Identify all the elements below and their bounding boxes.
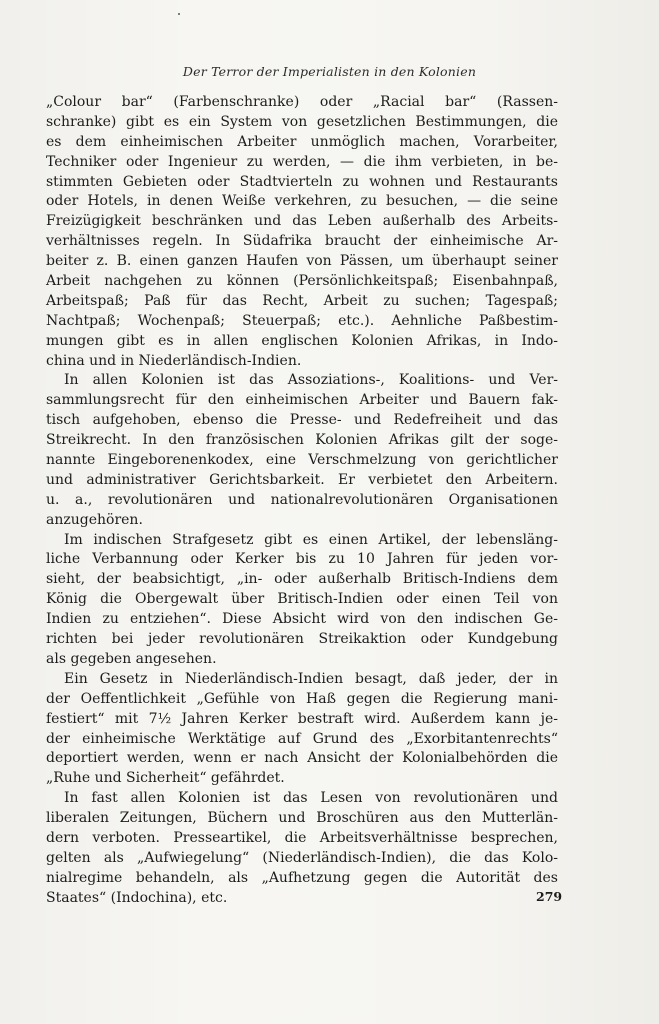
text-line: der einheimische Werktätige auf Grund des „Exorbitantenrechts“ [46, 730, 558, 747]
text-line: liberalen Zeitungen, Büchern und Broschüren aus den Mutterlän- [46, 810, 558, 827]
page-number: 279 [536, 889, 563, 904]
text-line: dern verboten. Presseartikel, die Arbeitsverhältnisse besprechen, [46, 829, 558, 846]
text-line: Arbeitspaß; Paß für das Recht, Arbeit zu suchen; Tagespaß; [46, 292, 558, 309]
text-line: deportiert werden, wenn er nach Ansicht der Kolonialbehörden die [46, 750, 558, 767]
text-line: verhältnisses regeln. In Südafrika braucht der einheimische Ar- [46, 233, 558, 250]
text-line: gelten als „Aufwiegelung“ (Niederländisch-Indien), die das Kolo- [46, 849, 558, 866]
text-line: und administrativer Gerichtsbarkeit. Er verbietet den Arbeitern. [46, 471, 558, 488]
text-line: „Colour bar“ (Farbenschranke) oder „Racial bar“ (Rassen- [46, 94, 558, 110]
text-line: beiter z. B. einen ganzen Haufen von Pässen, um überhaupt seiner [46, 253, 558, 270]
text-line: sieht, der beabsichtigt, „in- oder außerhalb Britisch-Indiens dem [46, 571, 558, 588]
text-line: Streikrecht. In den französischen Kolonien Afrikas gilt der soge- [46, 432, 558, 449]
text-line: als gegeben angesehen. [46, 650, 217, 667]
paragraph [46, 789, 558, 908]
text-line: Nachtpaß; Wochenpaß; Steuerpaß; etc.). Aehnliche Paßbestim- [46, 312, 558, 329]
text-line: Freizügigkeit beschränken und das Leben außerhalb des Arbeits- [46, 213, 558, 230]
text-line: liche Verbannung oder Kerker bis zu 10 Jahren für jeden vor- [46, 551, 558, 568]
paragraph [46, 531, 558, 670]
paragraph [46, 670, 558, 789]
text-line: Staates“ (Indochina), etc. [46, 889, 228, 906]
body-text [46, 93, 558, 909]
text-line: richten bei jeder revolutionären Streikaktion oder Kundgebung [46, 631, 558, 648]
text-line: mungen gibt es in allen englischen Kolonien Afrikas, in Indo- [46, 332, 558, 349]
text-line: stimmten Gebieten oder Stadtvierteln zu wohnen und Restaurants [46, 173, 558, 190]
text-line: festiert“ mit 7½ Jahren Kerker bestraft wird. Außerdem kann je- [46, 710, 558, 727]
text-line: nialregime behandeln, als „Aufhetzung gegen die Autorität des [46, 869, 558, 886]
running-head: Der Terror der Imperialisten in den Kolonien [182, 64, 477, 79]
paragraph [46, 93, 558, 371]
text-line: der Oeffentlichkeit „Gefühle von Haß gegen die Regierung mani- [46, 690, 558, 707]
text-line: Indien zu entziehen“. Diese Absicht wird von den indischen Ge- [46, 611, 558, 628]
text-line: es dem einheimischen Arbeiter unmöglich machen, Vorarbeiter, [46, 133, 558, 150]
ink-speck [178, 13, 180, 15]
text-line: u. a., revolutionären und nationalrevolutionären Organisationen [46, 491, 558, 508]
text-line: china und in Niederländisch-Indien. [46, 352, 302, 369]
text-line: anzugehören. [46, 511, 143, 528]
text-line: Techniker oder Ingenieur zu werden, — die ihm verbieten, in be- [46, 153, 558, 170]
text-line: „Ruhe und Sicherheit“ gefährdet. [46, 770, 285, 787]
text-line: sammlungsrecht für den einheimischen Arbeiter und Bauern fak- [46, 392, 558, 409]
text-line: In allen Kolonien ist das Assoziations-, Koalitions- und Ver- [64, 372, 558, 389]
paragraph [46, 371, 558, 530]
text-line: nannte Eingeborenenkodex, eine Verschmelzung von gerichtlicher [46, 452, 558, 469]
text-line: Ein Gesetz in Niederländisch-Indien besagt, daß jeder, der in [64, 670, 558, 687]
text-line: König die Obergewalt über Britisch-Indien oder einen Teil von [46, 591, 558, 608]
text-line: tisch aufgehoben, ebenso die Presse- und Redefreiheit und das [46, 412, 558, 429]
text-line: In fast allen Kolonien ist das Lesen von revolutionären und [64, 790, 558, 807]
text-line: Arbeit nachgehen zu können (Persönlichkeitspaß; Eisenbahnpaß, [46, 273, 558, 290]
text-line: Im indischen Strafgesetz gibt es einen Artikel, der lebensläng- [64, 531, 558, 548]
text-line: oder Hotels, in denen Weiße verkehren, zu besuchen, — die seine [46, 193, 558, 210]
text-line: schranke) gibt es ein System von gesetzlichen Bestimmungen, die [46, 113, 558, 130]
